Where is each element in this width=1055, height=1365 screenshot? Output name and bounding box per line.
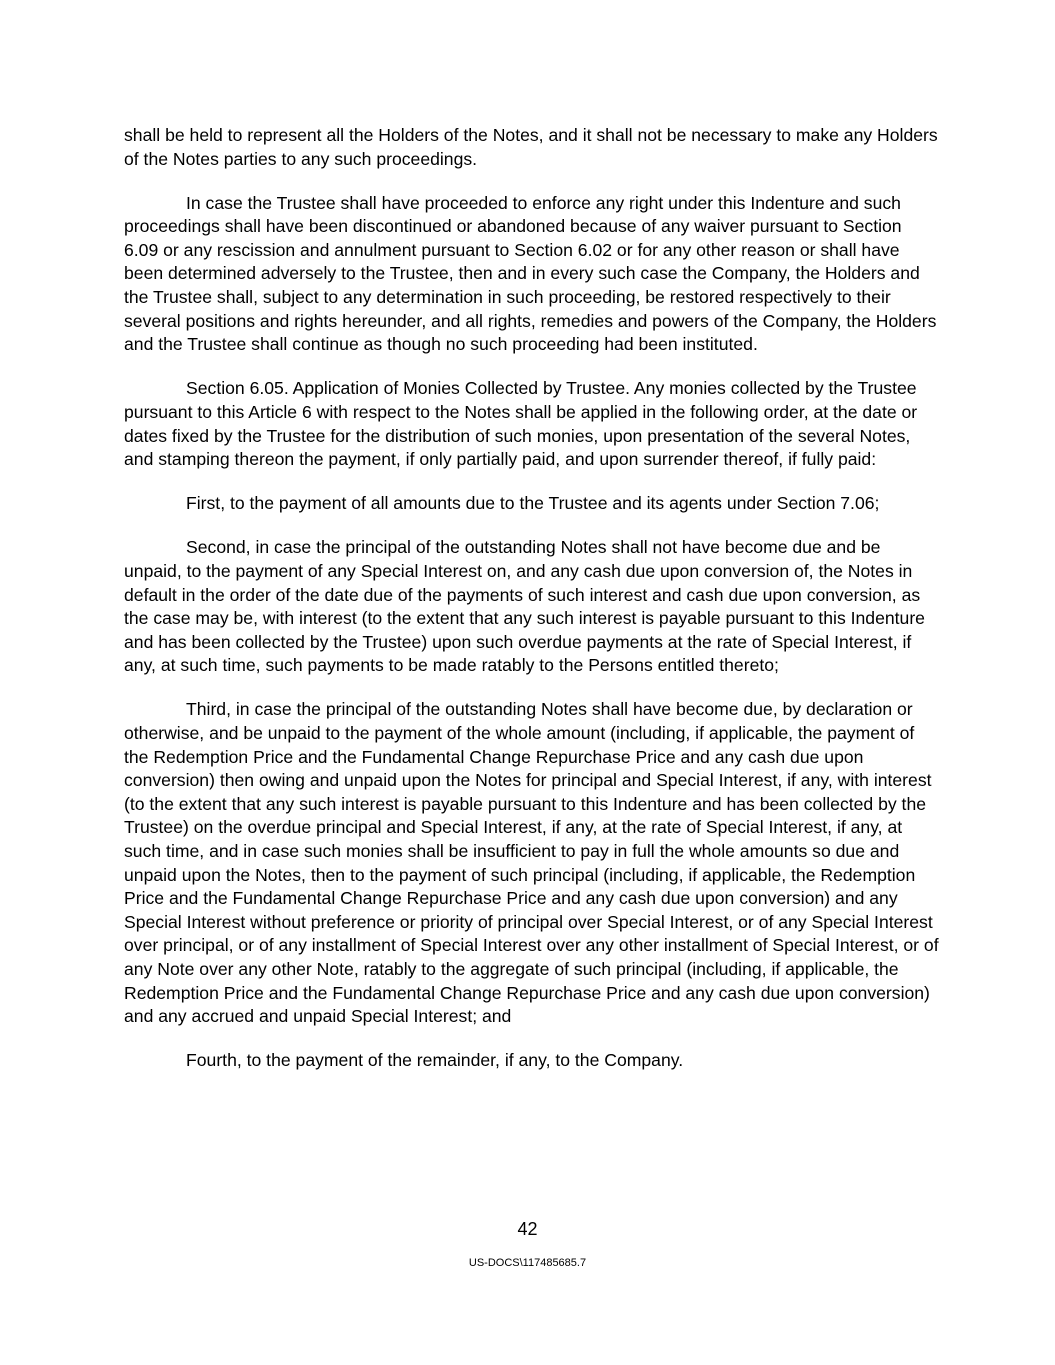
paragraph-fourth: Fourth, to the payment of the remainder, if any, to the Company. xyxy=(186,1050,684,1071)
page-number: 42 xyxy=(517,1219,538,1239)
document-id: US-DOCS\117485685.7 xyxy=(468,1257,587,1269)
paragraph-continuation: shall be held to represent all the Holders of the Notes, and it shall not be necessary to make any Holders of the Notes parties to any such proceedings. xyxy=(124,125,938,169)
paragraph-section-6-05: Section 6.05. Application of Monies Collected by Trustee. Any monies collected by the Trustee pursuant to this Article 6 with respect to the Notes shall be applied in the following order, at the date or dates fixed by the Trustee for the distribution of such monies, upon presentation of the several Notes, and stamping thereon the payment, if only partially paid, and upon surrender thereof, if fully paid: xyxy=(124,378,918,470)
paragraph-first: First, to the payment of all amounts due to the Trustee and its agents under Section 7.06; xyxy=(186,493,880,514)
paragraph-third: Third, in case the principal of the outstanding Notes shall have become due, by declaration or otherwise, and be unpaid to the payment of the whole amount (including, if applicable, the payment of the Redemption Price and the Fundamental Change Repurchase Price and any cash due upon conversion) then owing and unpaid upon the Notes for principal and Special Interest, if any, with interest (to the extent that any such interest is payable pursuant to this Indenture and has been collected by the Trustee) on the overdue principal and Special Interest, if any, at the rate of Special Interest, if any, at such time, and in case such monies shall be insufficient to pay in full the whole amounts so due and unpaid upon the Notes, then to the payment of such principal (including, if applicable, the Redemption Price and the Fundamental Change Repurchase Price and any cash due upon conversion) and any Special Interest without preference or priority of principal over Special Interest, or of any Special Interest over principal, or of any installment of Special Interest over any other installment of Special Interest, or of any Note over any other Note, ratably to the aggregate of such principal (including, if applicable, the Redemption Price and the Fundamental Change Repurchase Price and any cash due upon conversion) and any accrued and unpaid Special Interest; and xyxy=(124,699,939,1027)
body-text xyxy=(124,124,939,1093)
paragraph-second: Second, in case the principal of the outstanding Notes shall not have become due and be unpaid, to the payment of any Special Interest on, and any cash due upon conversion of, the Notes in default in the order of the date due of the payments of such interest and cash due upon conversion, as the case may be, with interest (to the extent that any such interest is payable pursuant to this Indenture and has been collected by the Trustee) upon such overdue payments at the rate of Special Interest, if any, at such time, such payments to be made ratably to the Persons entitled thereto; xyxy=(124,537,925,676)
paragraph-proceedings-discontinued: In case the Trustee shall have proceeded to enforce any right under this Indenture and such proceedings shall have been discontinued or abandoned because of any waiver pursuant to Section 6.09 or any rescission and annulment pursuant to Section 6.02 or for any other reason or shall have been determined adversely to the Trustee, then and in every such case the Company, the Holders and the Trustee shall, subject to any determination in such proceeding, be restored respectively to their several positions and rights hereunder, and all rights, remedies and powers of the Company, the Holders and the Trustee shall continue as though no such proceeding had been instituted. xyxy=(124,192,937,355)
